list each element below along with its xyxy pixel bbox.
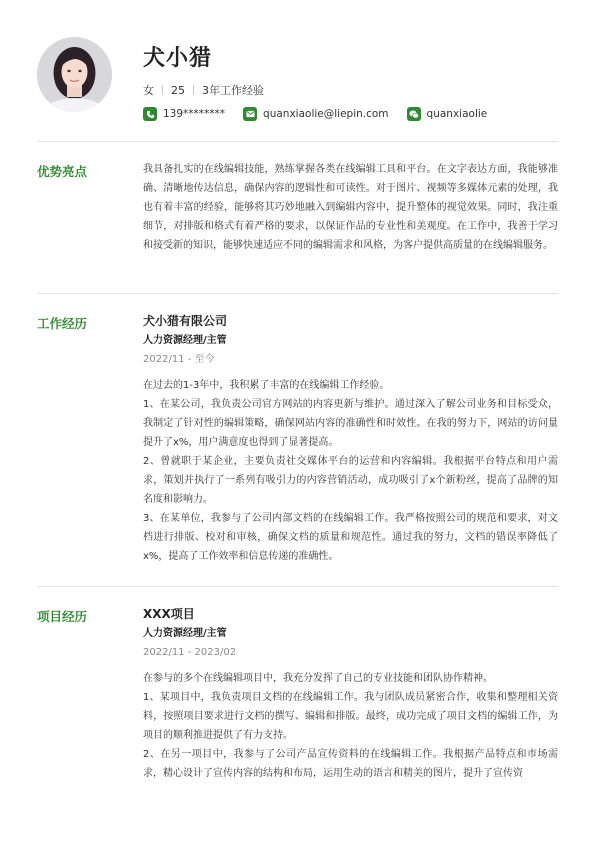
resume-header [0,0,594,140]
work-paragraph: 在过去的1-3年中，我积累了丰富的在线编辑工作经验。 [143,380,390,391]
section-title-advantages: 优势亮点 [37,164,88,179]
divider [37,293,558,294]
divider [37,141,558,142]
work-paragraph: 1、在某公司，我负责公司官方网站的内容更新与维护。通过深入了解公司业务和目标受众，我制定了针对性的编辑策略，确保网站内容的准确性和时效性。在我的努力下，网站的访问量提升了x%，用户满意度也得到了显著提高。 [143,399,558,448]
age-text: 25 [171,83,185,97]
advantages-text: 我具备扎实的在线编辑技能，熟练掌握各类在线编辑工具和平台。在文字表达方面，我能够准确、清晰地传达信息，确保内容的逻辑性和可读性。对于图片、视频等多媒体元素的处理，我也有着丰富的经验，能够将其巧妙地融入到编辑内容中，提升整体的视觉效果。同时，我注重细节，对排版和格式有着严格的要求，以保证作品的专业性和美观度。在工作中，我善于学习和接受新的知识，能够快速适应不同的编辑需求和风格，为客户提供高质量的在线编辑服务。 [143,164,558,251]
section-title-project: 项目经历 [37,609,88,624]
contact-info [143,107,505,121]
wechat-id: quanxiaolie [426,108,488,120]
experience-text: 3年工作经验 [202,84,264,97]
wechat-contact[interactable] [407,107,488,121]
work-paragraph: 2、曾就职于某企业，主要负责社交媒体平台的运营和内容编辑。我根据平台特点和用户需求，策划并执行了一系列有吸引力的内容营销活动，成功吸引了x个新粉丝，提高了品牌的知名度和影响力。 [143,456,558,505]
separator [193,85,194,95]
work-paragraph: 3、在某单位，我参与了公司内部文档的在线编辑工作。我严格按照公司的规范和要求，对文档进行排版、校对和审核，确保文档的质量和规范性。通过我的努力，文档的错误率降低了x%，提高了工作效率和信息传递的准确性。 [143,513,558,562]
gender-text: 女 [143,84,154,97]
separator [162,85,163,95]
candidate-name: 犬小猎 [143,46,213,71]
advantages-section [143,160,558,255]
email-address: quanxiaolie@liepin.com [263,108,389,120]
email-contact[interactable] [243,107,389,121]
phone-icon [143,107,157,121]
project-name: XXX项目 [143,607,195,621]
avatar [37,37,112,112]
basic-info [143,82,264,98]
work-experience-section [143,313,558,566]
work-date: 2022/11 - 至今 [143,354,215,365]
project-paragraph: 1、某项目中，我负责项目文档的在线编辑工作。我与团队成员紧密合作，收集和整理相关资料，按照项目要求进行文档的撰写、编辑和排版。最终，成功完成了项目文档的编辑工作，为项目的顺利推进提供了有力支持。 [143,692,558,741]
project-paragraph: 在参与的多个在线编辑项目中，我充分发挥了自己的专业技能和团队协作精神。 [143,673,493,684]
project-paragraph: 2、在另一项目中，我参与了公司产品宣传资料的在线编辑工作。我根据产品特点和市场需求，精心设计了宣传内容的结构和布局，运用生动的语言和精美的图片，提升了宣传资 [143,749,558,779]
phone-contact[interactable] [143,107,225,121]
project-role: 人力资源经理/主管 [143,628,227,639]
job-role: 人力资源经理/主管 [143,335,227,346]
wechat-icon [407,107,421,121]
project-date: 2022/11 - 2023/02 [143,647,237,658]
company-name: 犬小猎有限公司 [143,314,228,328]
section-title-work: 工作经历 [37,316,88,331]
email-icon [243,107,257,121]
phone-number: 139******** [163,108,226,120]
avatar-photo [37,37,112,112]
project-experience-section [143,606,558,783]
work-description [143,376,558,566]
divider [37,586,558,587]
project-description [143,669,558,783]
